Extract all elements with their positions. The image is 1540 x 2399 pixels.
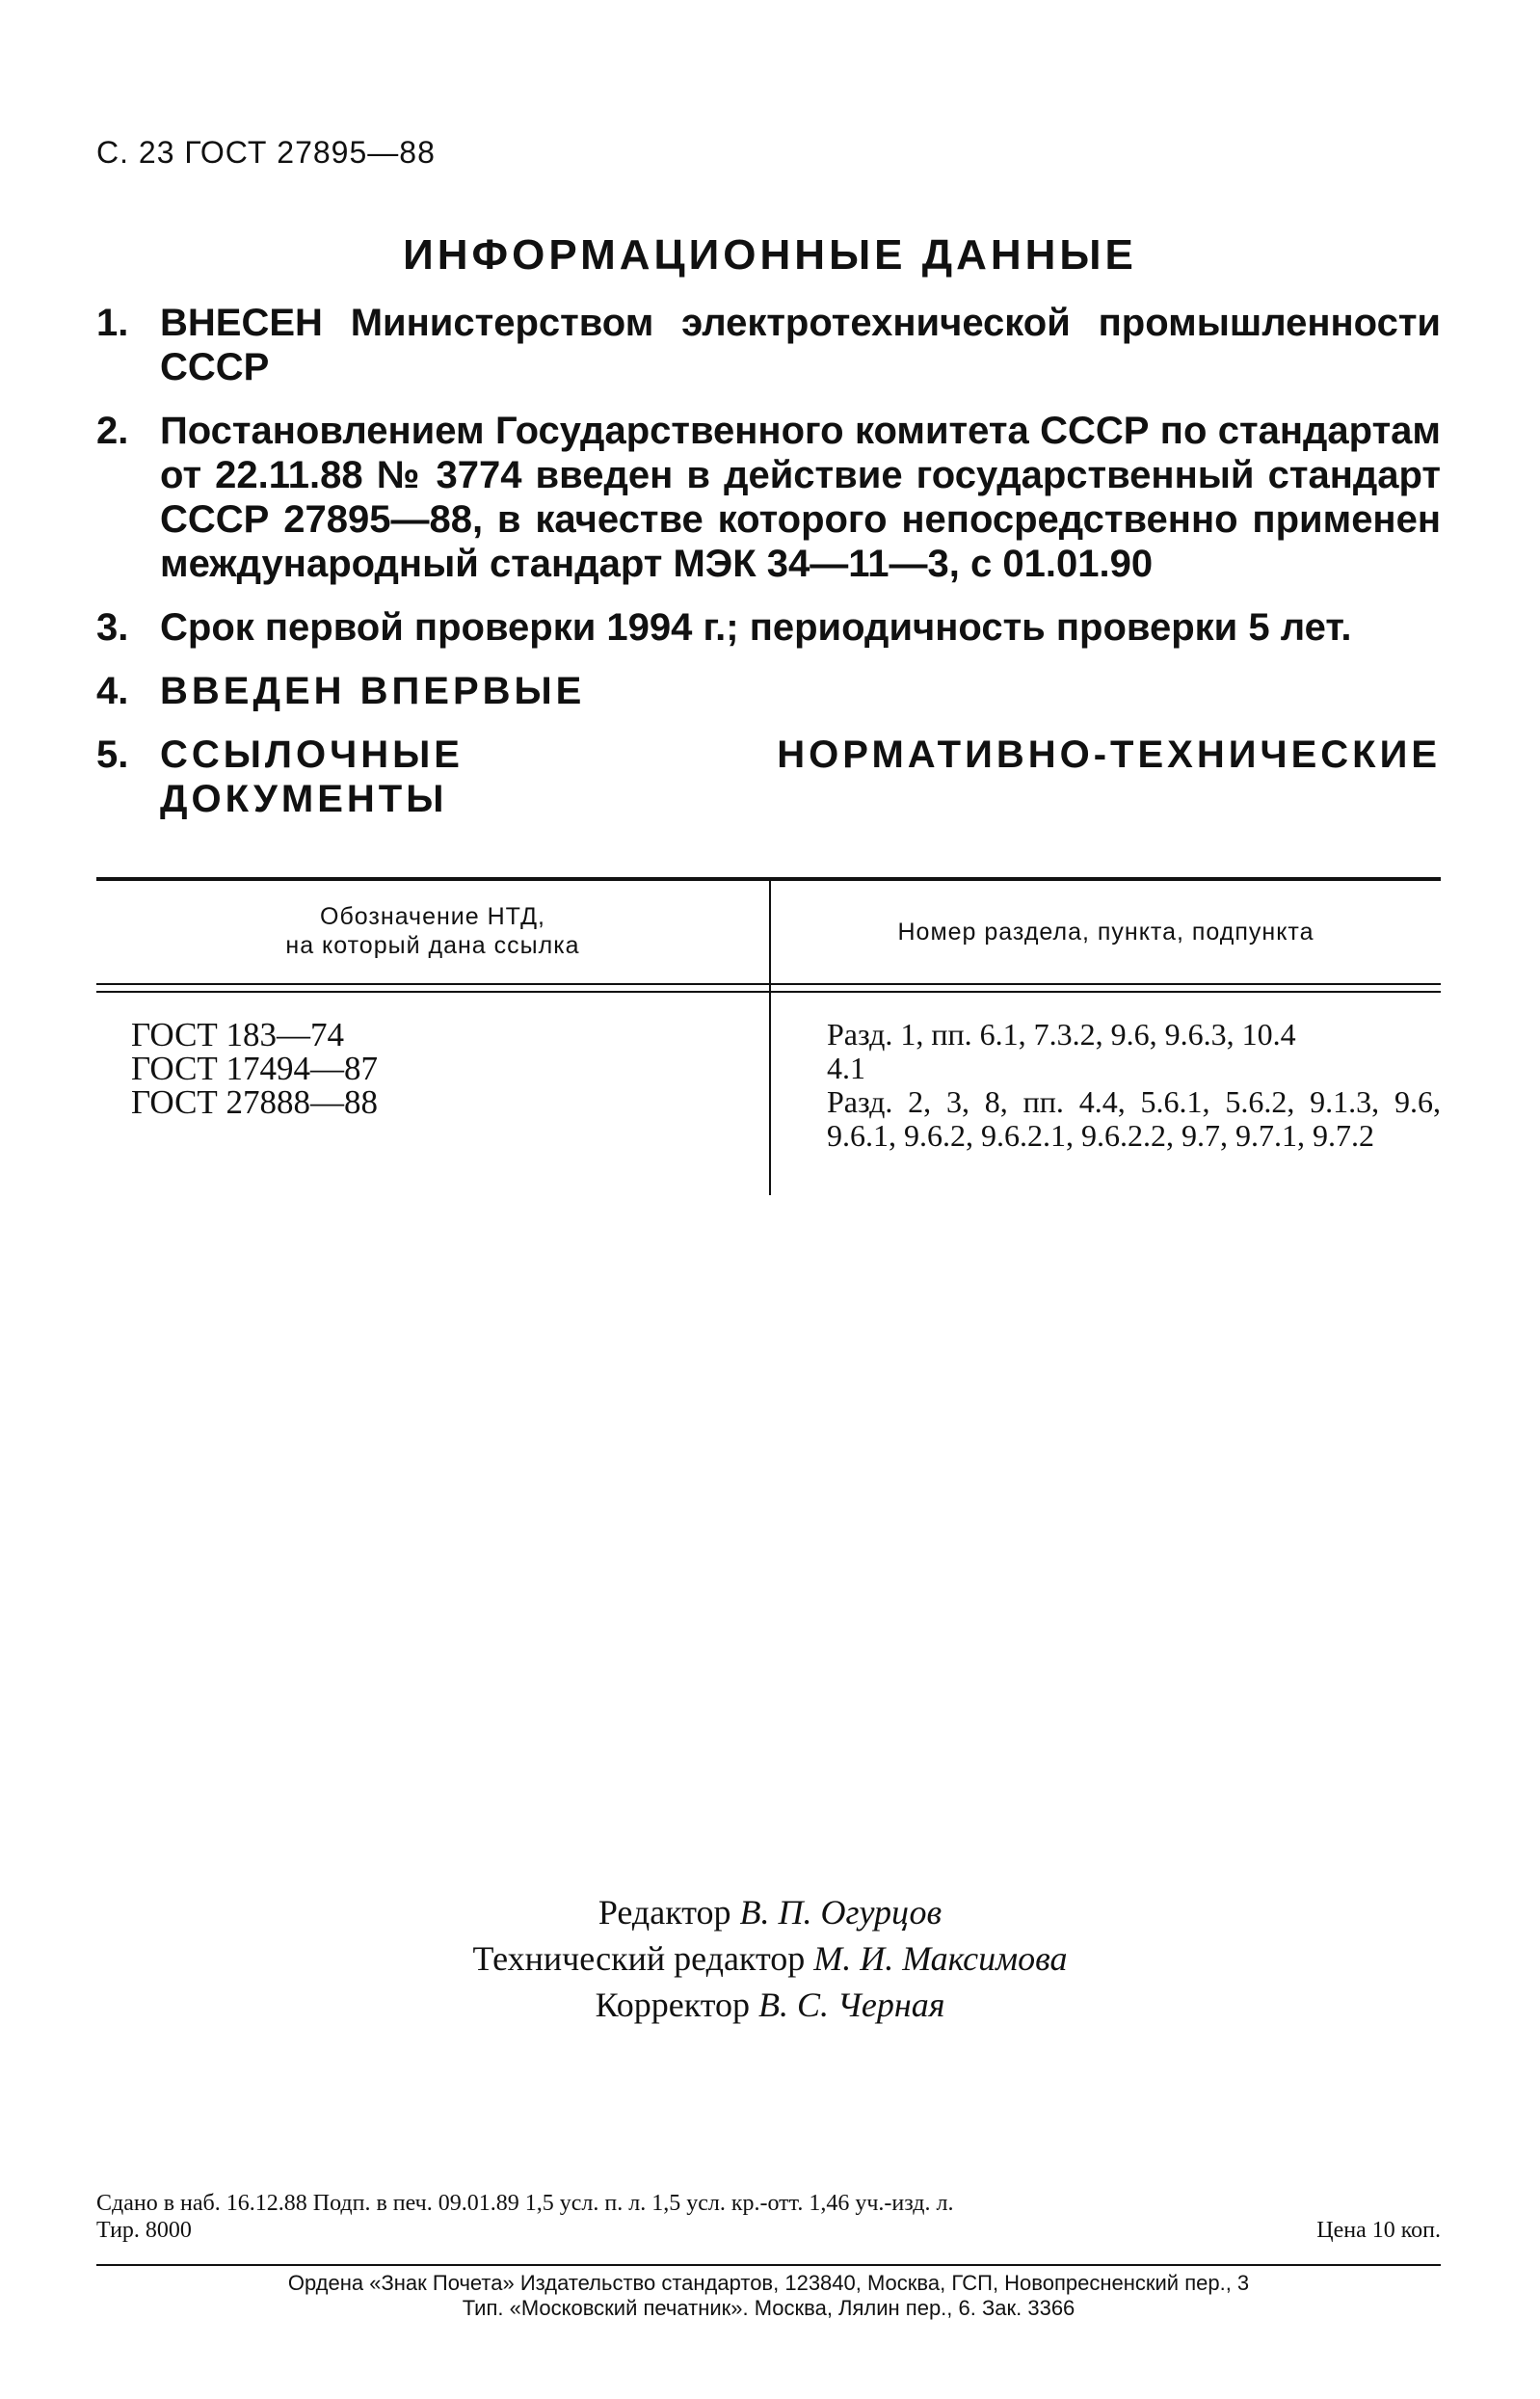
table-header-designation — [96, 902, 769, 960]
item-number: 2. — [96, 410, 129, 452]
table-cell: ГОСТ 27888—88 — [131, 1083, 379, 1121]
credit-role: Корректор — [595, 1986, 751, 2024]
credit-corrector — [0, 1982, 1540, 2028]
credit-role: Редактор — [597, 1893, 731, 1932]
info-list — [96, 301, 1441, 840]
list-item — [96, 409, 1441, 586]
item-text: Срок первой проверки 1994 г.; периодичность проверки 5 лет. — [160, 606, 1352, 649]
table-column-designations — [131, 1018, 378, 1119]
table-cell: ГОСТ 183—74 — [131, 1016, 345, 1053]
imprint — [96, 2190, 1441, 2244]
item-text: ВНЕСЕН Министерством электротехнической промышленности СССР — [160, 302, 1441, 388]
credits — [0, 1889, 1540, 2028]
table-cell: ГОСТ 17494—87 — [131, 1050, 379, 1087]
column-divider — [769, 877, 771, 1195]
tirage: Тир. 8000 — [96, 2218, 192, 2243]
price: Цена 10 коп. — [1316, 2218, 1441, 2243]
item-number: 4. — [96, 670, 129, 712]
item-text: ВВЕДЕН ВПЕРВЫЕ — [160, 670, 586, 712]
table-cell: Разд. 1, пп. 6.1, 7.3.2, 9.6, 9.6.3, 10.4 — [827, 1017, 1296, 1052]
list-item — [96, 669, 1441, 713]
item-text: Постановлением Государственного комитета СССР по стандартам от 22.11.88 № 3774 введен в действие государственный стандарт СССР 27895—88, в качестве которого непосредственно применен международный стандарт МЭК 34—11—3, с 01.01.90 — [160, 410, 1441, 585]
item-number: 5. — [96, 733, 129, 776]
table-column-sections — [827, 1018, 1441, 1153]
list-item — [96, 605, 1441, 650]
list-item — [96, 301, 1441, 389]
reference-table — [96, 877, 1441, 1205]
header-line: Обозначение НТД, — [320, 903, 545, 930]
publisher-info — [96, 2271, 1441, 2321]
imprint-rule — [96, 2264, 1441, 2266]
publisher-line: Ордена «Знак Почета» Издательство стандартов, 123840, Москва, ГСП, Новопресненский пер., 3 — [287, 2271, 1250, 2295]
imprint-line: Сдано в наб. 16.12.88 Подп. в печ. 09.01.89 1,5 усл. п. л. 1,5 усл. кр.-отт. 1,46 уч.-изд. л. — [96, 2191, 954, 2216]
credit-name: В. С. Черная — [758, 1986, 945, 2024]
credit-tech-editor — [0, 1935, 1540, 1982]
imprint-row — [96, 2217, 1441, 2244]
publisher-line: Тип. «Московский печатник». Москва, Лялин пер., 6. Зак. 3366 — [462, 2296, 1075, 2320]
page-header: С. 23 ГОСТ 27895—88 — [96, 135, 436, 170]
credit-role: Технический редактор — [472, 1939, 806, 1978]
table-cell: Разд. 2, 3, 8, пп. 4.4, 5.6.1, 5.6.2, 9.1.3, 9.6, 9.6.1, 9.6.2, 9.6.2.1, 9.6.2.2, 9.7, 9.7.1, 9.7.2 — [827, 1084, 1441, 1153]
item-number: 3. — [96, 606, 129, 649]
credit-name: В. П. Огурцов — [739, 1893, 943, 1932]
page-title: ИНФОРМАЦИОННЫЕ ДАННЫЕ — [403, 231, 1137, 279]
item-text: ССЫЛОЧНЫЕ НОРМАТИВНО-ТЕХНИЧЕСКИЕ ДОКУМЕНТЫ — [160, 733, 1441, 820]
header-line: на который дана ссылка — [285, 932, 580, 959]
list-item — [96, 733, 1441, 821]
table-header-section: Номер раздела, пункта, подпункта — [897, 919, 1314, 946]
item-number: 1. — [96, 302, 129, 344]
credit-editor — [0, 1889, 1540, 1935]
table-cell: 4.1 — [827, 1051, 865, 1085]
credit-name: М. И. Максимова — [813, 1939, 1068, 1978]
